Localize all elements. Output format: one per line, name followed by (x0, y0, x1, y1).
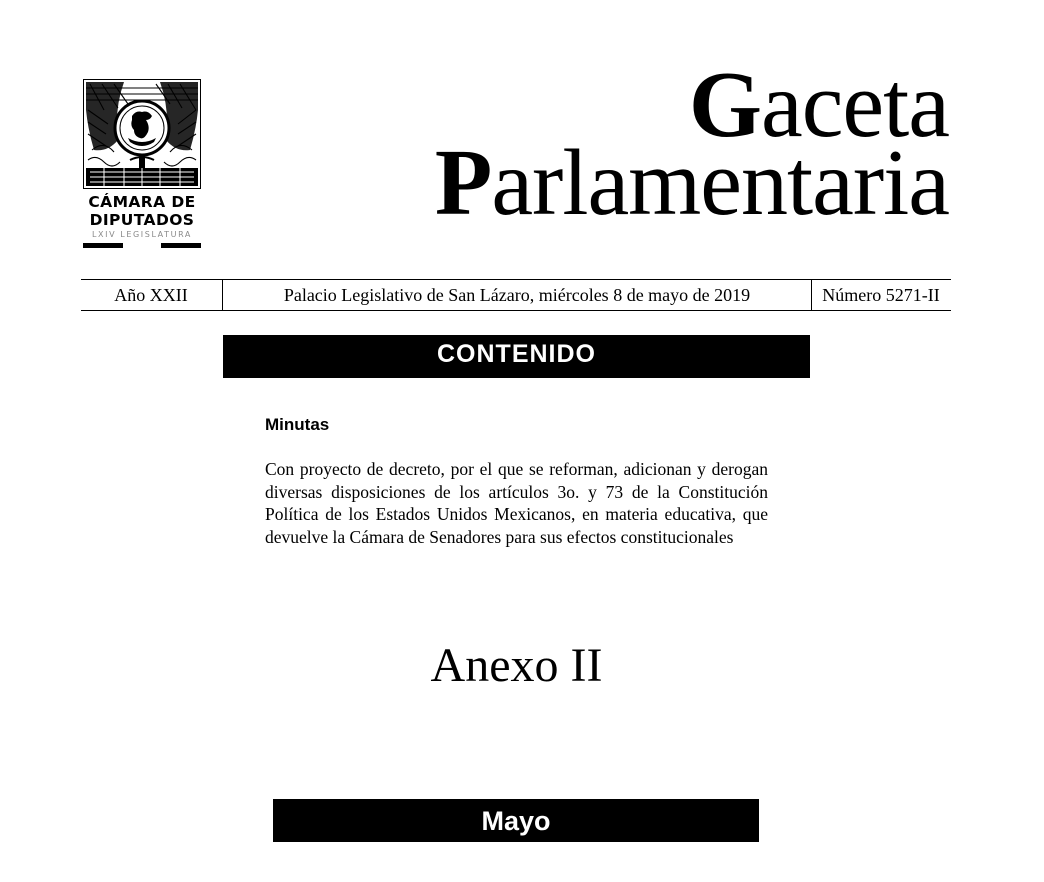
annex-title: Anexo II (430, 639, 603, 692)
contents-banner: CONTENIDO (223, 335, 810, 378)
gazette-title-initial-g: G (688, 53, 761, 157)
issue-number: Número 5271-II (822, 285, 940, 305)
month-banner: Mayo (273, 799, 759, 842)
chamber-name (83, 193, 201, 229)
logo-underline-bars (83, 243, 201, 248)
chamber-logo (83, 79, 201, 248)
gazette-title (434, 53, 949, 235)
gazette-title-word-1-rest: aceta (760, 53, 949, 157)
logo-bar-left (83, 243, 123, 248)
issue-year: Año XXII (114, 285, 188, 305)
gazette-title-word-2-rest: arlamentaria (491, 131, 949, 235)
mexican-eagle-seal-icon (83, 79, 201, 189)
section-heading-minutas: Minutas (265, 415, 330, 434)
gazette-title-initial-p: P (434, 131, 492, 235)
logo-bar-right (161, 243, 201, 248)
issue-place-date: Palacio Legislativo de San Lázaro, miércoles 8 de mayo de 2019 (222, 280, 812, 310)
chamber-name-line-1: CÁMARA DE (88, 193, 196, 211)
minuta-summary: Con proyecto de decreto, por el que se reforman, adicionan y derogan diversas disposiciones de los artículos 3o. y 73 de la Constitución Política de los Estados Unidos Mexicanos, en materia educativa, que devuelve la Cámara de Senadores para sus efectos constitucionales (265, 459, 768, 547)
issue-info-bar (81, 279, 951, 311)
gazette-title-line-2 (434, 131, 949, 235)
chamber-name-line-2: DIPUTADOS (89, 211, 195, 229)
legislature-label: LXIV LEGISLATURA (91, 230, 192, 239)
